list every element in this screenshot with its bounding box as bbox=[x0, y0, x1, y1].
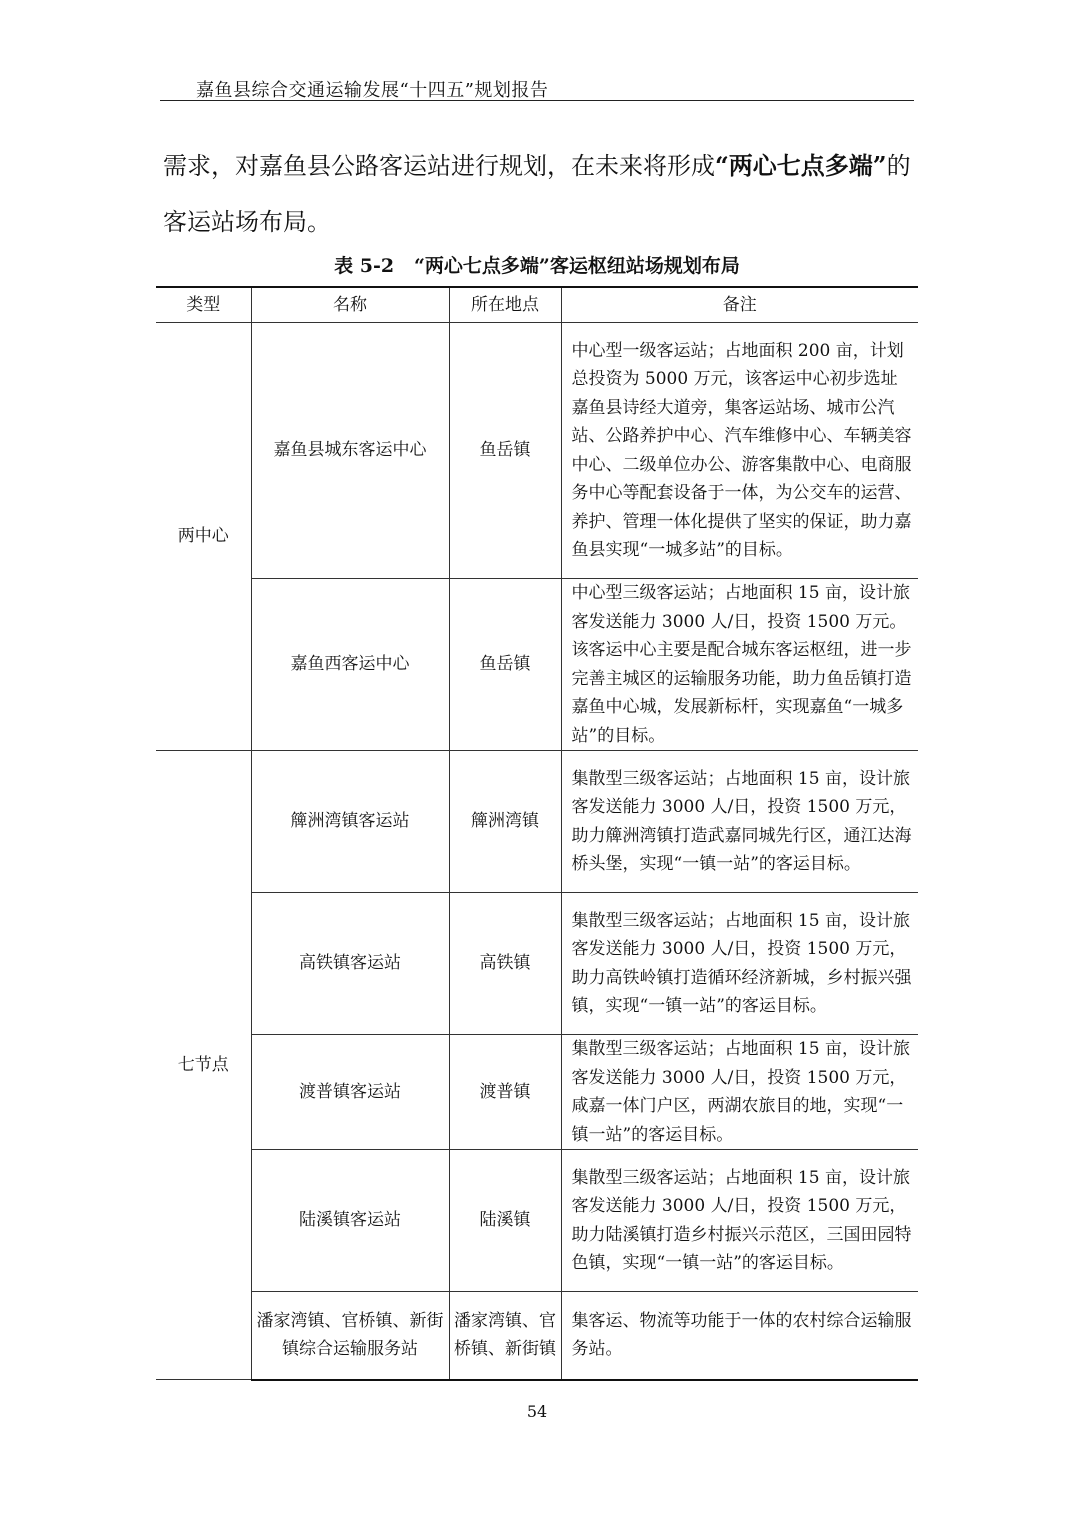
table-row bbox=[156, 1292, 918, 1380]
note-cell: 集散型三级客运站；占地面积 15 亩，设计旅客发送能力 3000 人/日，投资 1500 万元，咸嘉一体门户区，两湖农旅目的地，实现“一镇一站”的客运目标。 bbox=[561, 1035, 918, 1150]
body-text-after: 的客运站场布局。 bbox=[163, 152, 911, 236]
table-header-row bbox=[156, 287, 918, 323]
header-note: 备注 bbox=[561, 287, 918, 323]
name-cell: 嘉鱼县城东客运中心 bbox=[251, 323, 449, 579]
location-cell: 鱼岳镇 bbox=[449, 323, 561, 579]
location-cell: 鱼岳镇 bbox=[449, 579, 561, 751]
body-emphasis: “两心七点多端” bbox=[715, 151, 887, 180]
type-cell: 七节点 bbox=[156, 751, 251, 1380]
header-location: 所在地点 bbox=[449, 287, 561, 323]
station-plan-table bbox=[156, 286, 918, 1381]
table-row bbox=[156, 893, 918, 1035]
table-row bbox=[156, 579, 918, 751]
page-number: 54 bbox=[526, 1402, 548, 1421]
body-text-before: 需求，对嘉鱼县公路客运站进行规划，在未来将形成 bbox=[163, 152, 715, 180]
table-row bbox=[156, 1035, 918, 1150]
note-cell: 集散型三级客运站；占地面积 15 亩，设计旅客发送能力 3000 人/日，投资 1500 万元，助力簰洲湾镇打造武嘉同城先行区，通江达海桥头堡，实现“一镇一站”的客运目标。 bbox=[561, 751, 918, 893]
location-cell: 陆溪镇 bbox=[449, 1150, 561, 1292]
location-cell: 高铁镇 bbox=[449, 893, 561, 1035]
name-cell: 高铁镇客运站 bbox=[251, 893, 449, 1035]
table-caption: 表 5-2 “两心七点多端”客运枢纽站场规划布局 bbox=[334, 255, 740, 277]
name-cell: 嘉鱼西客运中心 bbox=[251, 579, 449, 751]
body-paragraph bbox=[163, 138, 923, 250]
header-type: 类型 bbox=[156, 287, 251, 323]
type-cell: 两中心 bbox=[156, 323, 251, 751]
note-cell: 集客运、物流等功能于一体的农村综合运输服务站。 bbox=[561, 1292, 918, 1380]
note-cell: 中心型一级客运站；占地面积 200 亩，计划总投资为 5000 万元，该客运中心初步选址嘉鱼县诗经大道旁，集客运站场、城市公汽站、公路养护中心、汽车维修中心、车辆美容中心、二级单位办公、游客集散中心、电商服务中心等配套设备于一体，为公交车的运营、养护、管理一体化提供了坚实的保证，助力嘉鱼县实现“一城多站”的目标。 bbox=[561, 323, 918, 579]
location-cell: 渡普镇 bbox=[449, 1035, 561, 1150]
header-rule bbox=[160, 100, 914, 101]
note-cell: 集散型三级客运站；占地面积 15 亩，设计旅客发送能力 3000 人/日，投资 1500 万元，助力陆溪镇打造乡村振兴示范区，三国田园特色镇，实现“一镇一站”的客运目标。 bbox=[561, 1150, 918, 1292]
location-cell: 簰洲湾镇 bbox=[449, 751, 561, 893]
note-cell: 集散型三级客运站；占地面积 15 亩，设计旅客发送能力 3000 人/日，投资 1500 万元，助力高铁岭镇打造循环经济新城，乡村振兴强镇，实现“一镇一站”的客运目标。 bbox=[561, 893, 918, 1035]
location-cell: 潘家湾镇、官桥镇、新街镇 bbox=[449, 1292, 561, 1380]
note-cell: 中心型三级客运站；占地面积 15 亩，设计旅客发送能力 3000 人/日，投资 1500 万元。该客运中心主要是配合城东客运枢纽，进一步完善主城区的运输服务功能，助力鱼岳镇打造嘉鱼中心城，发展新标杆，实现嘉鱼“一城多站”的目标。 bbox=[561, 579, 918, 751]
running-header: 嘉鱼县综合交通运输发展“十四五”规划报告 bbox=[196, 80, 549, 101]
table-row bbox=[156, 1150, 918, 1292]
name-cell: 簰洲湾镇客运站 bbox=[251, 751, 449, 893]
header-name: 名称 bbox=[251, 287, 449, 323]
table-row bbox=[156, 323, 918, 579]
name-cell: 渡普镇客运站 bbox=[251, 1035, 449, 1150]
name-cell: 陆溪镇客运站 bbox=[251, 1150, 449, 1292]
name-cell: 潘家湾镇、官桥镇、新街镇综合运输服务站 bbox=[251, 1292, 449, 1380]
table-row bbox=[156, 751, 918, 893]
